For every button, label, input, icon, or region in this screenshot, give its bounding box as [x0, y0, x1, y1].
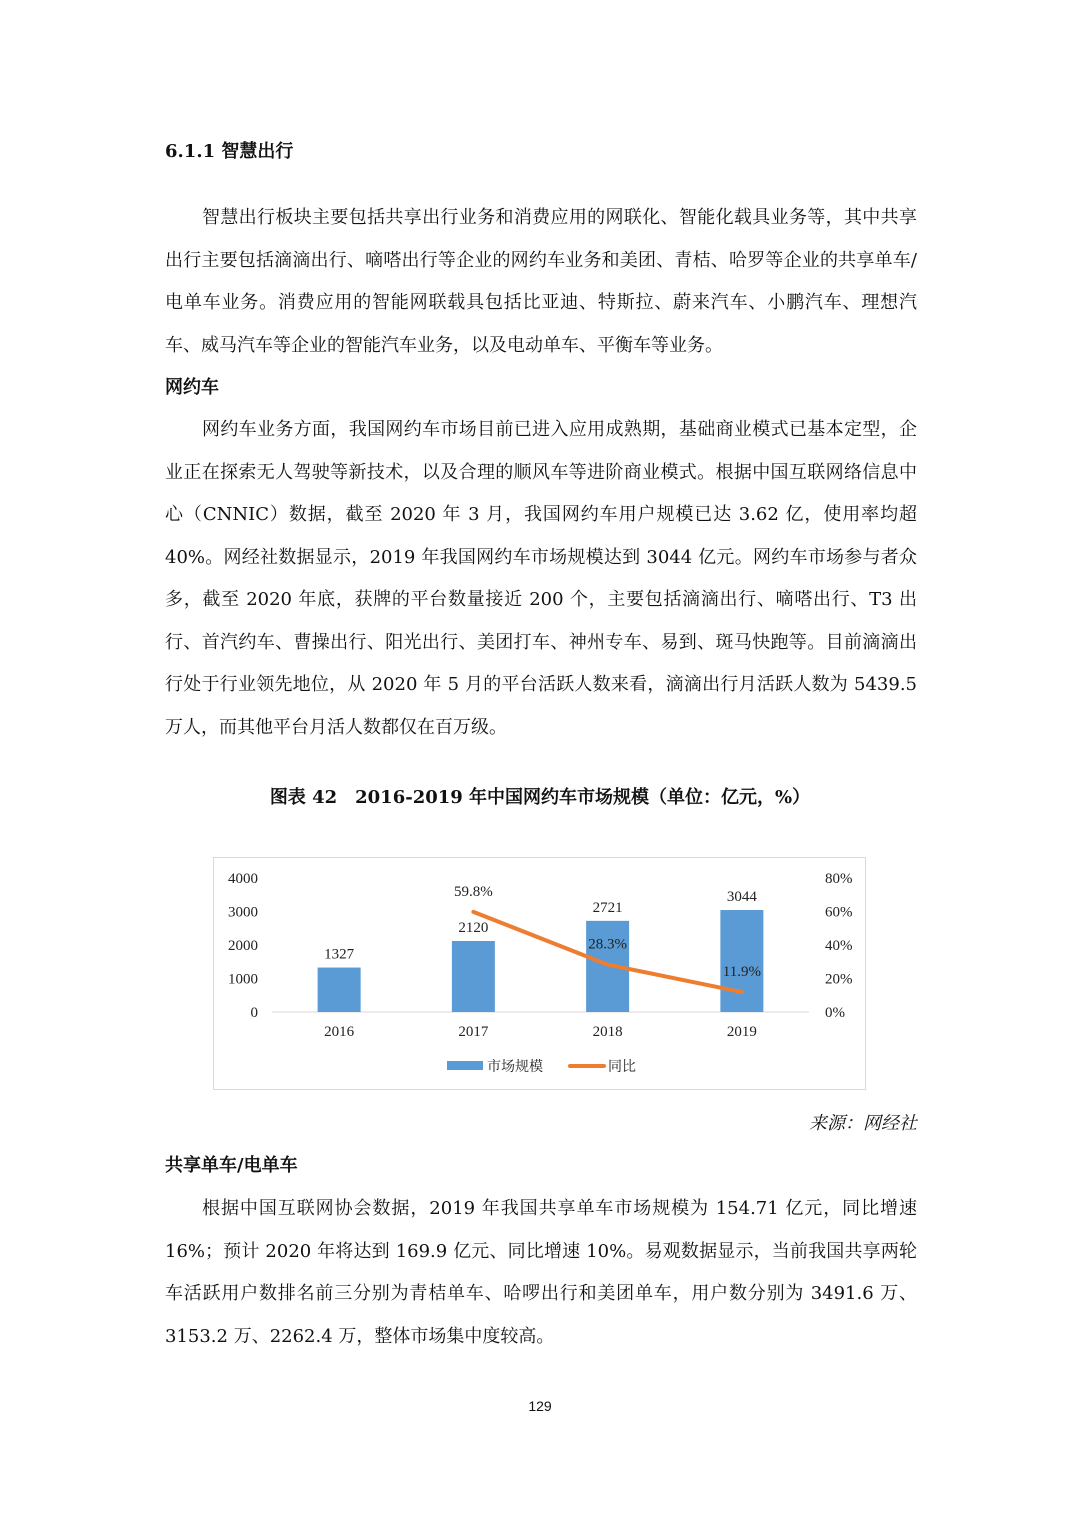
ride-hailing-heading: 网约车	[165, 377, 219, 398]
x-axis-tick-label: 2016	[324, 1024, 355, 1040]
left-axis-tick-label: 3000	[228, 904, 258, 921]
bar-2016	[318, 968, 361, 1012]
section-heading: 6.1.1 智慧出行	[165, 141, 294, 162]
line-data-label: 28.3%	[588, 936, 627, 953]
bar-2019	[720, 910, 763, 1012]
chart-svg	[214, 858, 867, 1091]
legend-label-yoy: 同比	[608, 1059, 636, 1075]
left-axis-tick-label: 0	[250, 1005, 258, 1021]
right-axis-tick-label: 40%	[825, 938, 853, 954]
left-axis-tick-label: 4000	[228, 871, 258, 887]
bar-data-label: 1327	[324, 946, 355, 963]
x-axis-tick-label: 2017	[458, 1024, 489, 1040]
figure-source: 来源：网经社	[809, 1113, 917, 1134]
right-axis-tick-label: 20%	[825, 971, 853, 988]
market-size-chart	[213, 857, 866, 1090]
bike-sharing-paragraph: 根据中国互联网协会数据，2019 年我国共享单车市场规模为 154.71 亿元，同比增速 16%；预计 2020 年将达到 169.9 亿元、同比增速 10%。易观数据显示，当前我国共享两轮车活跃用户数排名前三分别为青桔单车、哈啰出行和美团单车，用户数分别为 3491.6 万、3153.2 万、2262.4 万，整体市场集中度较高。	[165, 1198, 918, 1347]
bar-data-label: 3044	[726, 889, 757, 906]
intro-paragraph: 智慧出行板块主要包括共享出行业务和消费应用的网联化、智能化载具业务等，其中共享出行主要包括滴滴出行、嘀嗒出行等企业的网约车业务和美团、青桔、哈罗等企业的共享单车/电单车业务。消费应用的智能网联载具包括比亚迪、特斯拉、蔚来汽车、小鹏汽车、理想汽车、威马汽车等企业的智能汽车业务，以及电动单车、平衡车等业务。	[165, 207, 917, 356]
right-axis-tick-label: 80%	[825, 871, 853, 887]
bar-data-label: 2721	[592, 899, 623, 916]
bike-sharing-heading: 共享单车/电单车	[165, 1155, 298, 1176]
right-axis-tick-label: 60%	[825, 904, 853, 921]
x-axis-tick-label: 2018	[592, 1024, 623, 1040]
figure-caption: 图表 42 2016-2019 年中国网约车市场规模（单位：亿元，%）	[269, 787, 811, 808]
line-data-label: 59.8%	[454, 883, 493, 900]
line-data-label: 11.9%	[722, 964, 761, 981]
bar-data-label: 2120	[458, 919, 489, 936]
bar-2017	[452, 941, 495, 1012]
left-axis-tick-label: 2000	[228, 938, 258, 954]
left-axis-tick-label: 1000	[228, 971, 258, 988]
legend-label-market-size: 市场规模	[487, 1059, 543, 1075]
x-axis-tick-label: 2019	[726, 1024, 757, 1040]
right-axis-tick-label: 0%	[825, 1005, 845, 1021]
page-number: 129	[528, 1398, 552, 1414]
legend-swatch-market-size	[447, 1061, 483, 1070]
ride-hailing-paragraph: 网约车业务方面，我国网约车市场目前已进入应用成熟期，基础商业模式已基本定型，企业正在探索无人驾驶等新技术，以及合理的顺风车等进阶商业模式。根据中国互联网络信息中心（CNNIC）数据，截至 2020 年 3 月，我国网约车用户规模已达 3.62 亿，使用率均超 40%。网经社数据显示，2019 年我国网约车市场规模达到 3044 亿元。网约车市场参与者众多，截至 2020 年底，获牌的平台数量接近 200 个，主要包括滴滴出行、嘀嗒出行、T3 出行、首汽约车、曹操出行、阳光出行、美团打车、神州专车、易到、斑马快跑等。目前滴滴出行处于行业领先地位，从 2020 年 5 月的平台活跃人数来看，滴滴出行月活跃人数为 5439.5 万人，而其他平台月活人数都仅在百万级。	[165, 419, 917, 738]
